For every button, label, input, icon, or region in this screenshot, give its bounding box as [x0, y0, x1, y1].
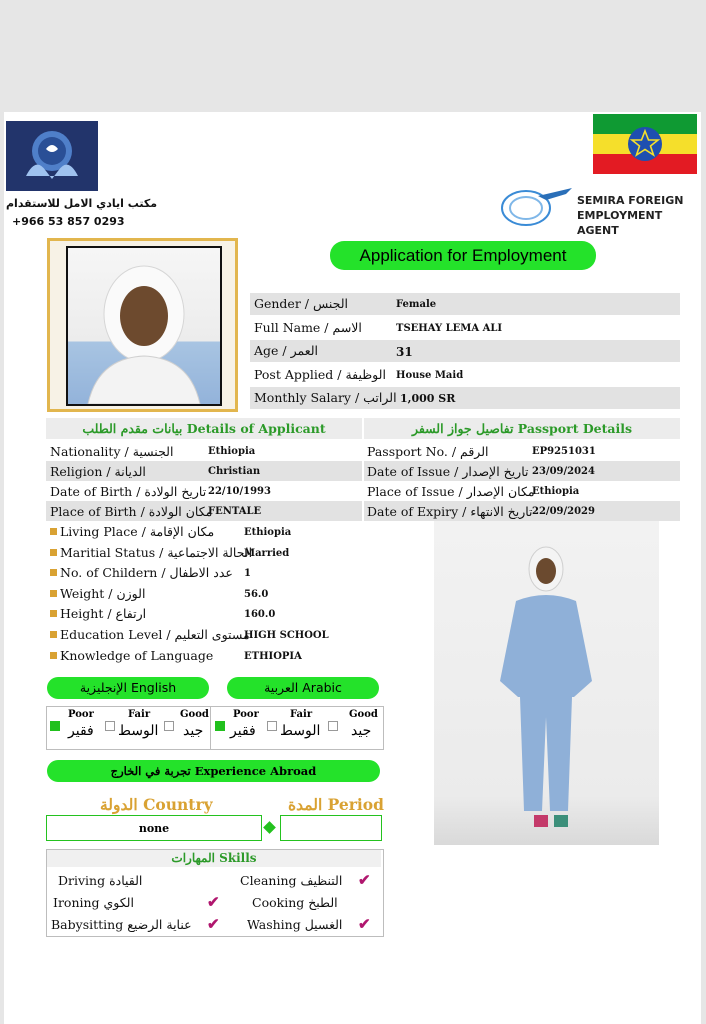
- passport-table: Passport No. / الرقم EP9251031 Date of Issue / تاريخ الإصدار 23/09/2024 Place of Issue / مكان الإصدار Ethiopia Date of Expiry / تاريخ الانتهاء 22/09/2029: [364, 441, 680, 521]
- details-list: Living Place / مكان الإقامة Ethiopia Maritial Status / الحالة الاجتماعية Married No. of Childern / عدد الاطفال 1 Weight / الوزن 56.0 Height / ارتفاع 160.0 Education Level / مستوى التعليم HIGH SCHOOL Knowledge of Language ETHIOPIA: [46, 522, 384, 668]
- bullet-icon: [50, 590, 57, 597]
- arabic-fair-checkbox[interactable]: [267, 721, 277, 731]
- ironing-check-icon: ✔: [207, 893, 220, 911]
- applicant-header: بيانات مقدم الطلب Details of Applicant: [46, 418, 362, 439]
- period-field[interactable]: [280, 815, 382, 841]
- arabic-good-checkbox[interactable]: [328, 721, 338, 731]
- applicant-table: Nationality / الجنسية Ethiopia Religion / الديانة Christian Date of Birth / تاريخ الولادة 22/10/1993 Place of Birth / مكان الولادة FENTALE: [46, 441, 362, 521]
- page-title: Application for Employment: [330, 241, 596, 270]
- skill-cleaning: Cleaning التنظيف: [240, 873, 343, 888]
- skill-washing: Washing الغسيل: [247, 917, 343, 932]
- washing-check-icon: ✔: [358, 915, 371, 933]
- agent-plane-logo: [498, 182, 576, 228]
- passport-header: تفاصيل جواز السفر Passport Details: [364, 418, 680, 439]
- summary-row: Gender / الجنس Female: [250, 293, 680, 315]
- summary-row: Age / العمر 31: [250, 340, 680, 362]
- skill-babysitting: Babysitting عناية الرضيع: [51, 917, 192, 932]
- ethiopia-flag: [593, 114, 697, 174]
- babysitting-check-icon: ✔: [207, 915, 220, 933]
- english-fair-checkbox[interactable]: [105, 721, 115, 731]
- summary-row: Post Applied / الوظيفة House Maid: [254, 367, 464, 382]
- country-field[interactable]: none: [46, 815, 262, 841]
- english-good-checkbox[interactable]: [164, 721, 174, 731]
- summary-row: Full Name / الاسم TSEHAY LEMA ALI: [254, 320, 503, 335]
- full-body-photo: [434, 521, 659, 845]
- experience-header: تجربة في الخارج Experience Abroad: [47, 760, 380, 782]
- portrait-photo: [66, 246, 222, 406]
- office-name: مكتب ايادي الامل للاستقدام: [6, 197, 158, 210]
- bullet-icon: [50, 652, 57, 659]
- english-poor-checkbox[interactable]: [50, 721, 60, 731]
- cleaning-check-icon: ✔: [358, 871, 371, 889]
- summary-row: Monthly Salary / الراتب 1,000 SR: [250, 387, 680, 409]
- bullet-icon: [50, 631, 57, 638]
- agent-name: SEMIRA FOREIGN EMPLOYMENT AGENT: [577, 194, 684, 237]
- skill-driving: Driving القيادة: [58, 873, 143, 888]
- bullet-icon: [50, 569, 57, 576]
- bullet-icon: [50, 528, 57, 535]
- skill-cooking: Cooking الطبخ: [252, 895, 338, 910]
- bullet-icon: [50, 610, 57, 617]
- agency-logo: [6, 121, 98, 191]
- country-label: الدولة Country: [100, 795, 213, 814]
- skills-header: المهارات Skills: [47, 850, 381, 867]
- arabic-label: العربية Arabic: [227, 677, 379, 699]
- english-label: الإنجليزية English: [47, 677, 209, 699]
- skill-ironing: Ironing الكوي: [53, 895, 134, 910]
- bullet-icon: [50, 549, 57, 556]
- arabic-poor-checkbox[interactable]: [215, 721, 225, 731]
- period-label: المدة Period: [288, 795, 384, 814]
- office-phone: +966 53 857 0293: [12, 215, 125, 228]
